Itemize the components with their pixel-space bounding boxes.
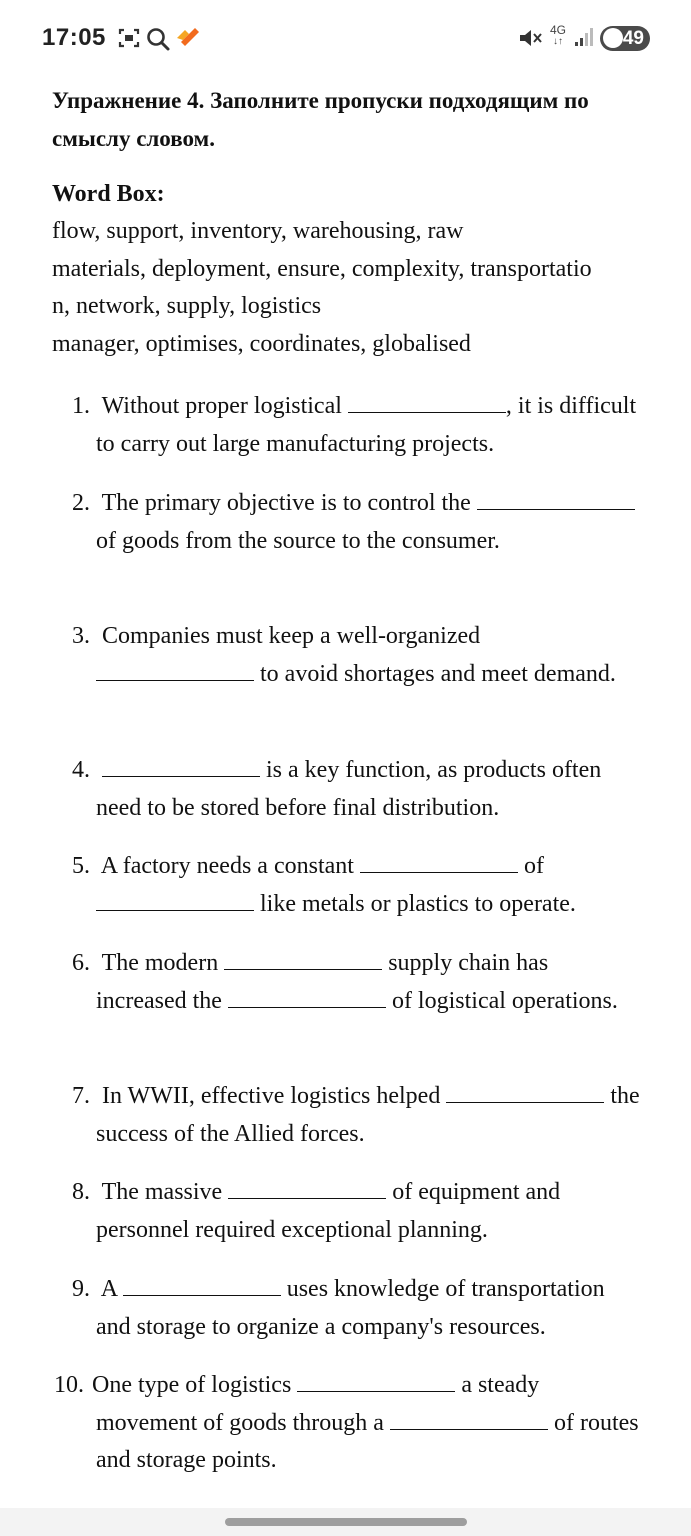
item-number: 10. (54, 1372, 84, 1398)
item-text: The primary objective is to control the (101, 490, 477, 516)
blank-field[interactable] (348, 394, 506, 413)
battery-icon (600, 26, 650, 51)
item-number: 4. (72, 757, 90, 783)
word-box-line: flow, support, inventory, warehousing, raw (52, 218, 464, 244)
item-text: of routes and storage points. (96, 1409, 639, 1473)
screenshot-icon (117, 26, 141, 50)
item-text: A (100, 1276, 123, 1302)
item-text: to avoid shortages and meet demand. (254, 660, 616, 687)
item-text: supply chain has increased the (96, 950, 549, 1014)
blank-field[interactable] (228, 989, 386, 1008)
mute-icon (518, 26, 544, 50)
home-indicator[interactable] (225, 1518, 467, 1526)
exercise-item (72, 752, 641, 827)
blank-field[interactable] (360, 854, 518, 873)
item-text: A factory needs a constant (100, 853, 360, 879)
item-text: Companies must keep a well-organized (102, 623, 481, 649)
search-icon (145, 26, 171, 52)
item-number: 8. (72, 1179, 90, 1205)
word-box-line: materials, deployment, ensure, complexity, transportatio (52, 255, 592, 282)
item-text: The modern (101, 950, 225, 976)
item-text: of goods from the source to the consumer. (96, 527, 500, 554)
app-icon (175, 26, 201, 50)
blank-field[interactable] (224, 951, 382, 970)
network-4g-icon: 4G ↓↑ (550, 23, 567, 47)
blank-field[interactable] (228, 1180, 386, 1199)
exercise-title: Упражнение 4. Заполните пропуски подходящим по смыслу словом. (52, 88, 589, 151)
item-number: 5. (72, 853, 90, 879)
item-number: 2. (72, 490, 90, 516)
item-number: 9. (72, 1276, 90, 1302)
item-text: The massive (101, 1179, 229, 1205)
item-text: In WWII, effective logistics helped (102, 1083, 447, 1109)
exercise-item (72, 485, 641, 560)
item-number: 7. (72, 1083, 90, 1109)
signal-icon (574, 26, 596, 48)
item-text: is a key function, as products often need to be stored before final distribution. (96, 757, 602, 821)
clock: 17:05 (42, 24, 106, 51)
exercise-item (72, 1271, 641, 1346)
item-text: uses knowledge of transportation and storage to organize a company's resources. (96, 1276, 605, 1340)
item-number: 3. (72, 623, 90, 649)
battery-level: 49 (622, 27, 644, 49)
blank-field[interactable] (446, 1084, 604, 1103)
exercise-item (54, 1367, 641, 1480)
item-number: 6. (72, 950, 90, 976)
blank-field[interactable] (297, 1373, 455, 1392)
exercise-item (72, 618, 641, 693)
blank-field[interactable] (123, 1277, 281, 1296)
exercise-item (72, 945, 641, 1020)
word-box-label: Word Box: (52, 181, 165, 207)
blank-field[interactable] (390, 1411, 548, 1430)
item-text: of equipment and personnel required exceptional planning. (96, 1179, 561, 1243)
blank-field[interactable] (96, 892, 254, 911)
word-box-line: manager, optimises, coordinates, globalised (52, 330, 471, 357)
blank-field[interactable] (102, 758, 260, 777)
item-text: like metals or plastics to operate. (254, 890, 576, 917)
item-text: of logistical operations. (385, 987, 618, 1014)
exercise-item (72, 1174, 641, 1249)
item-text: the success of the Allied forces. (96, 1083, 640, 1147)
item-text: , it is difficult to carry out large manufacturing projects. (96, 393, 637, 457)
word-box-line: n, network, supply, logistics (52, 293, 322, 319)
status-bar (0, 0, 691, 76)
item-text: a steady movement of goods through a (96, 1372, 540, 1436)
exercise-item (72, 388, 641, 463)
blank-field[interactable] (96, 662, 254, 681)
item-text: of (517, 853, 544, 879)
exercise (52, 82, 652, 363)
exercise-item (72, 1078, 641, 1153)
item-text: Without proper logistical (101, 393, 348, 419)
item-text: One type of logistics (92, 1372, 298, 1398)
blank-field[interactable] (477, 491, 635, 510)
exercise-item (72, 848, 641, 923)
item-number: 1. (72, 393, 90, 419)
